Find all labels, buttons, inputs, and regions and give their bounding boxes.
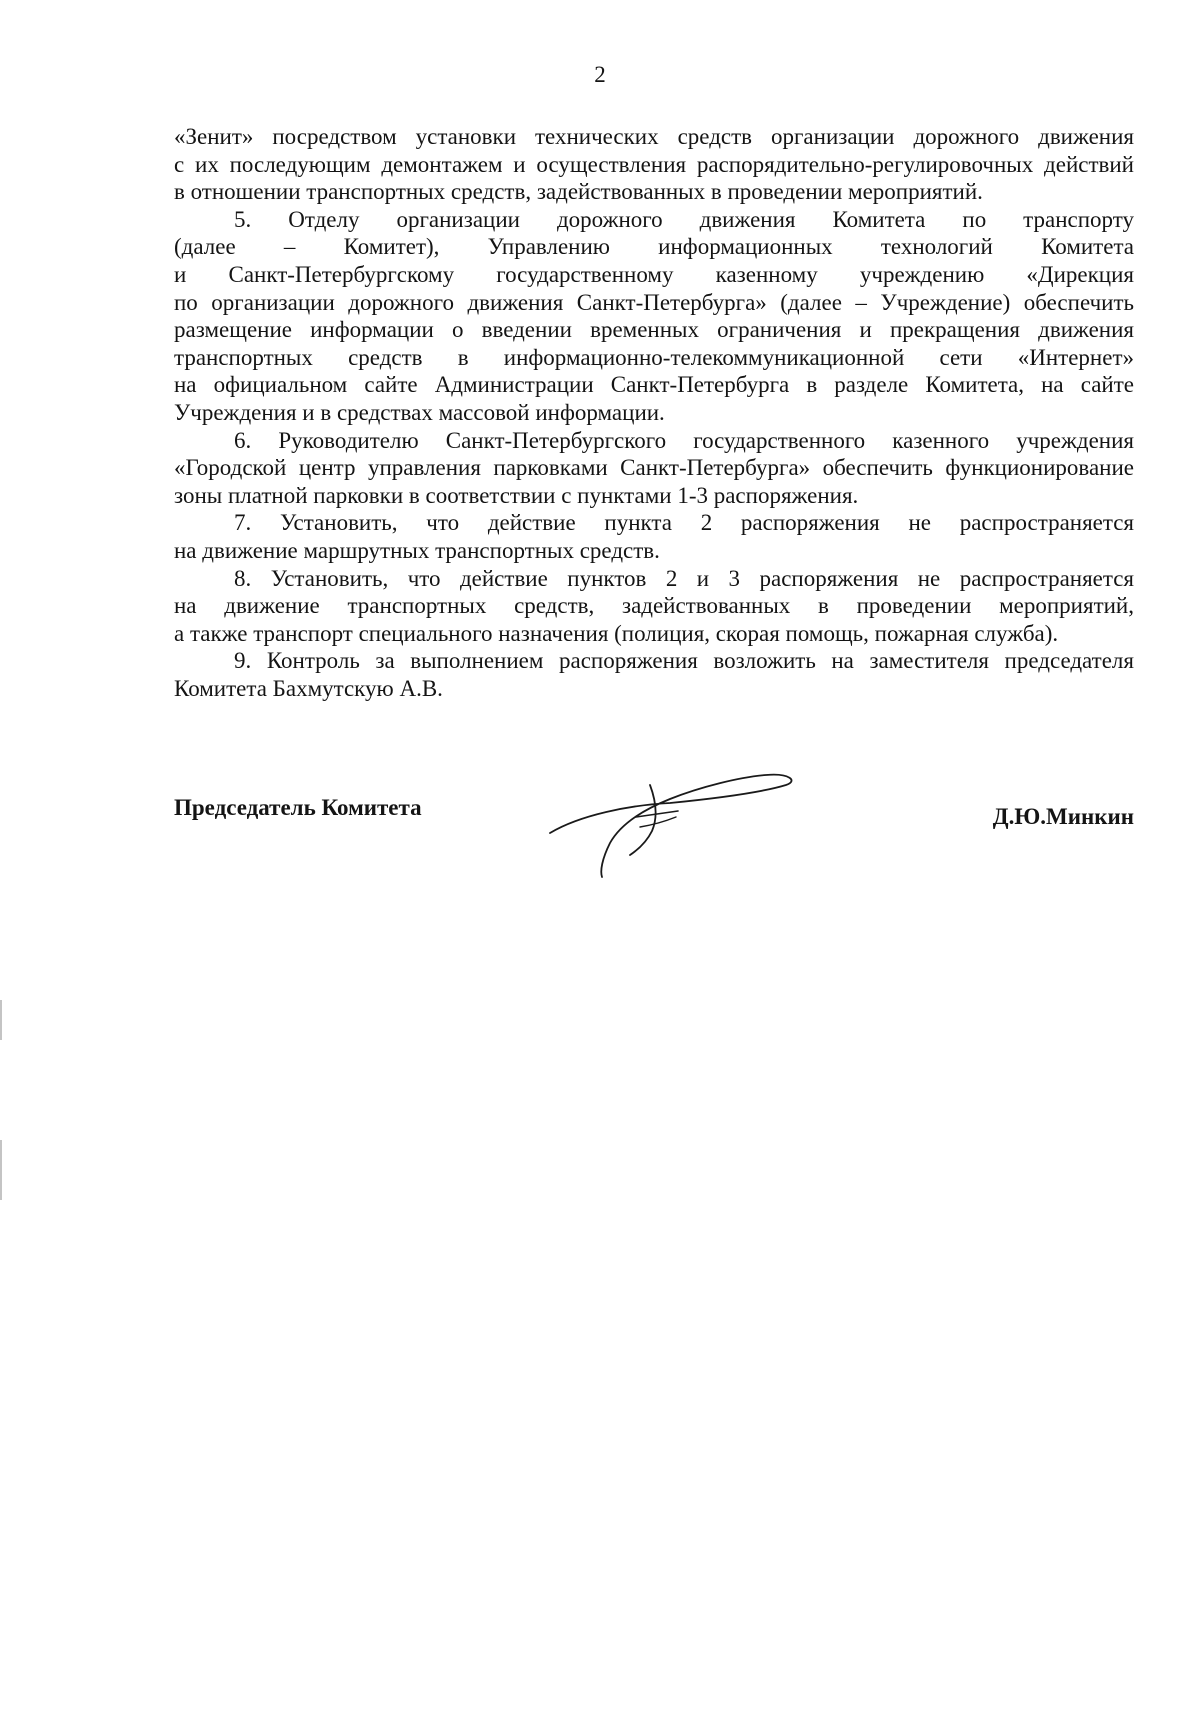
text-line: на движение транспортных средств, задействованных в проведении мероприятий, bbox=[174, 593, 1134, 619]
text-line: 7. Установить, что действие пункта 2 распоряжения не распространяется bbox=[234, 510, 1134, 536]
text-line: на движение маршрутных транспортных средств. bbox=[174, 537, 660, 563]
paragraph-item-5 bbox=[174, 206, 1134, 427]
signature-block bbox=[174, 795, 1134, 915]
text-line: размещение информации о введении временных ограничения и прекращения движения bbox=[174, 317, 1134, 343]
text-line: транспортных средств в информационно-телекоммуникационной сети «Интернет» bbox=[174, 344, 1134, 370]
text-line: зоны платной парковки в соответствии с пунктами 1-3 распоряжения. bbox=[174, 482, 859, 508]
text-line: (далее – Комитет), Управлению информационных технологий Комитета bbox=[174, 234, 1134, 260]
paragraph-item-4-continuation bbox=[174, 123, 1134, 206]
signer-title: Председатель Комитета bbox=[174, 795, 422, 820]
text-line: Комитета Бахмутскую А.В. bbox=[174, 675, 443, 701]
text-line: «Зенит» посредством установки технических средств организации дорожного движения bbox=[174, 124, 1134, 149]
text-line: 6. Руководителю Санкт-Петербургского государственного казенного учреждения bbox=[234, 427, 1134, 453]
paragraph-item-9 bbox=[174, 647, 1134, 702]
handwritten-signature-icon bbox=[540, 765, 800, 885]
document-body bbox=[174, 123, 1134, 702]
text-line: в отношении транспортных средств, задействованных в проведении мероприятий. bbox=[174, 179, 983, 205]
page-number: 2 bbox=[594, 62, 606, 87]
text-line: Учреждения и в средствах массовой информации. bbox=[174, 399, 665, 425]
text-line: на официальном сайте Администрации Санкт-Петербурга в разделе Комитета, на сайте bbox=[174, 372, 1134, 398]
text-line: и Санкт-Петербургскому государственному казенному учреждению «Дирекция bbox=[174, 261, 1134, 287]
signer-name: Д.Ю.Минкин bbox=[992, 804, 1134, 829]
paragraph-item-6 bbox=[174, 427, 1134, 510]
text-line: с их последующим демонтажем и осуществления распорядительно-регулировочных действий bbox=[174, 151, 1134, 177]
text-line: 9. Контроль за выполнением распоряжения возложить на заместителя председателя bbox=[234, 648, 1134, 674]
scan-margin-marks bbox=[0, 1000, 6, 1200]
paragraph-item-8 bbox=[174, 565, 1134, 648]
text-line: по организации дорожного движения Санкт-Петербурга» (далее – Учреждение) обеспечить bbox=[174, 289, 1134, 315]
text-line: 5. Отделу организации дорожного движения Комитета по транспорту bbox=[234, 206, 1134, 232]
text-line: а также транспорт специального назначения (полиция, скорая помощь, пожарная служба). bbox=[174, 620, 1059, 646]
text-line: 8. Установить, что действие пунктов 2 и 3 распоряжения не распространяется bbox=[234, 565, 1134, 591]
paragraph-item-7 bbox=[174, 509, 1134, 564]
text-line: «Городской центр управления парковками Санкт-Петербурга» обеспечить функционирование bbox=[174, 455, 1134, 481]
